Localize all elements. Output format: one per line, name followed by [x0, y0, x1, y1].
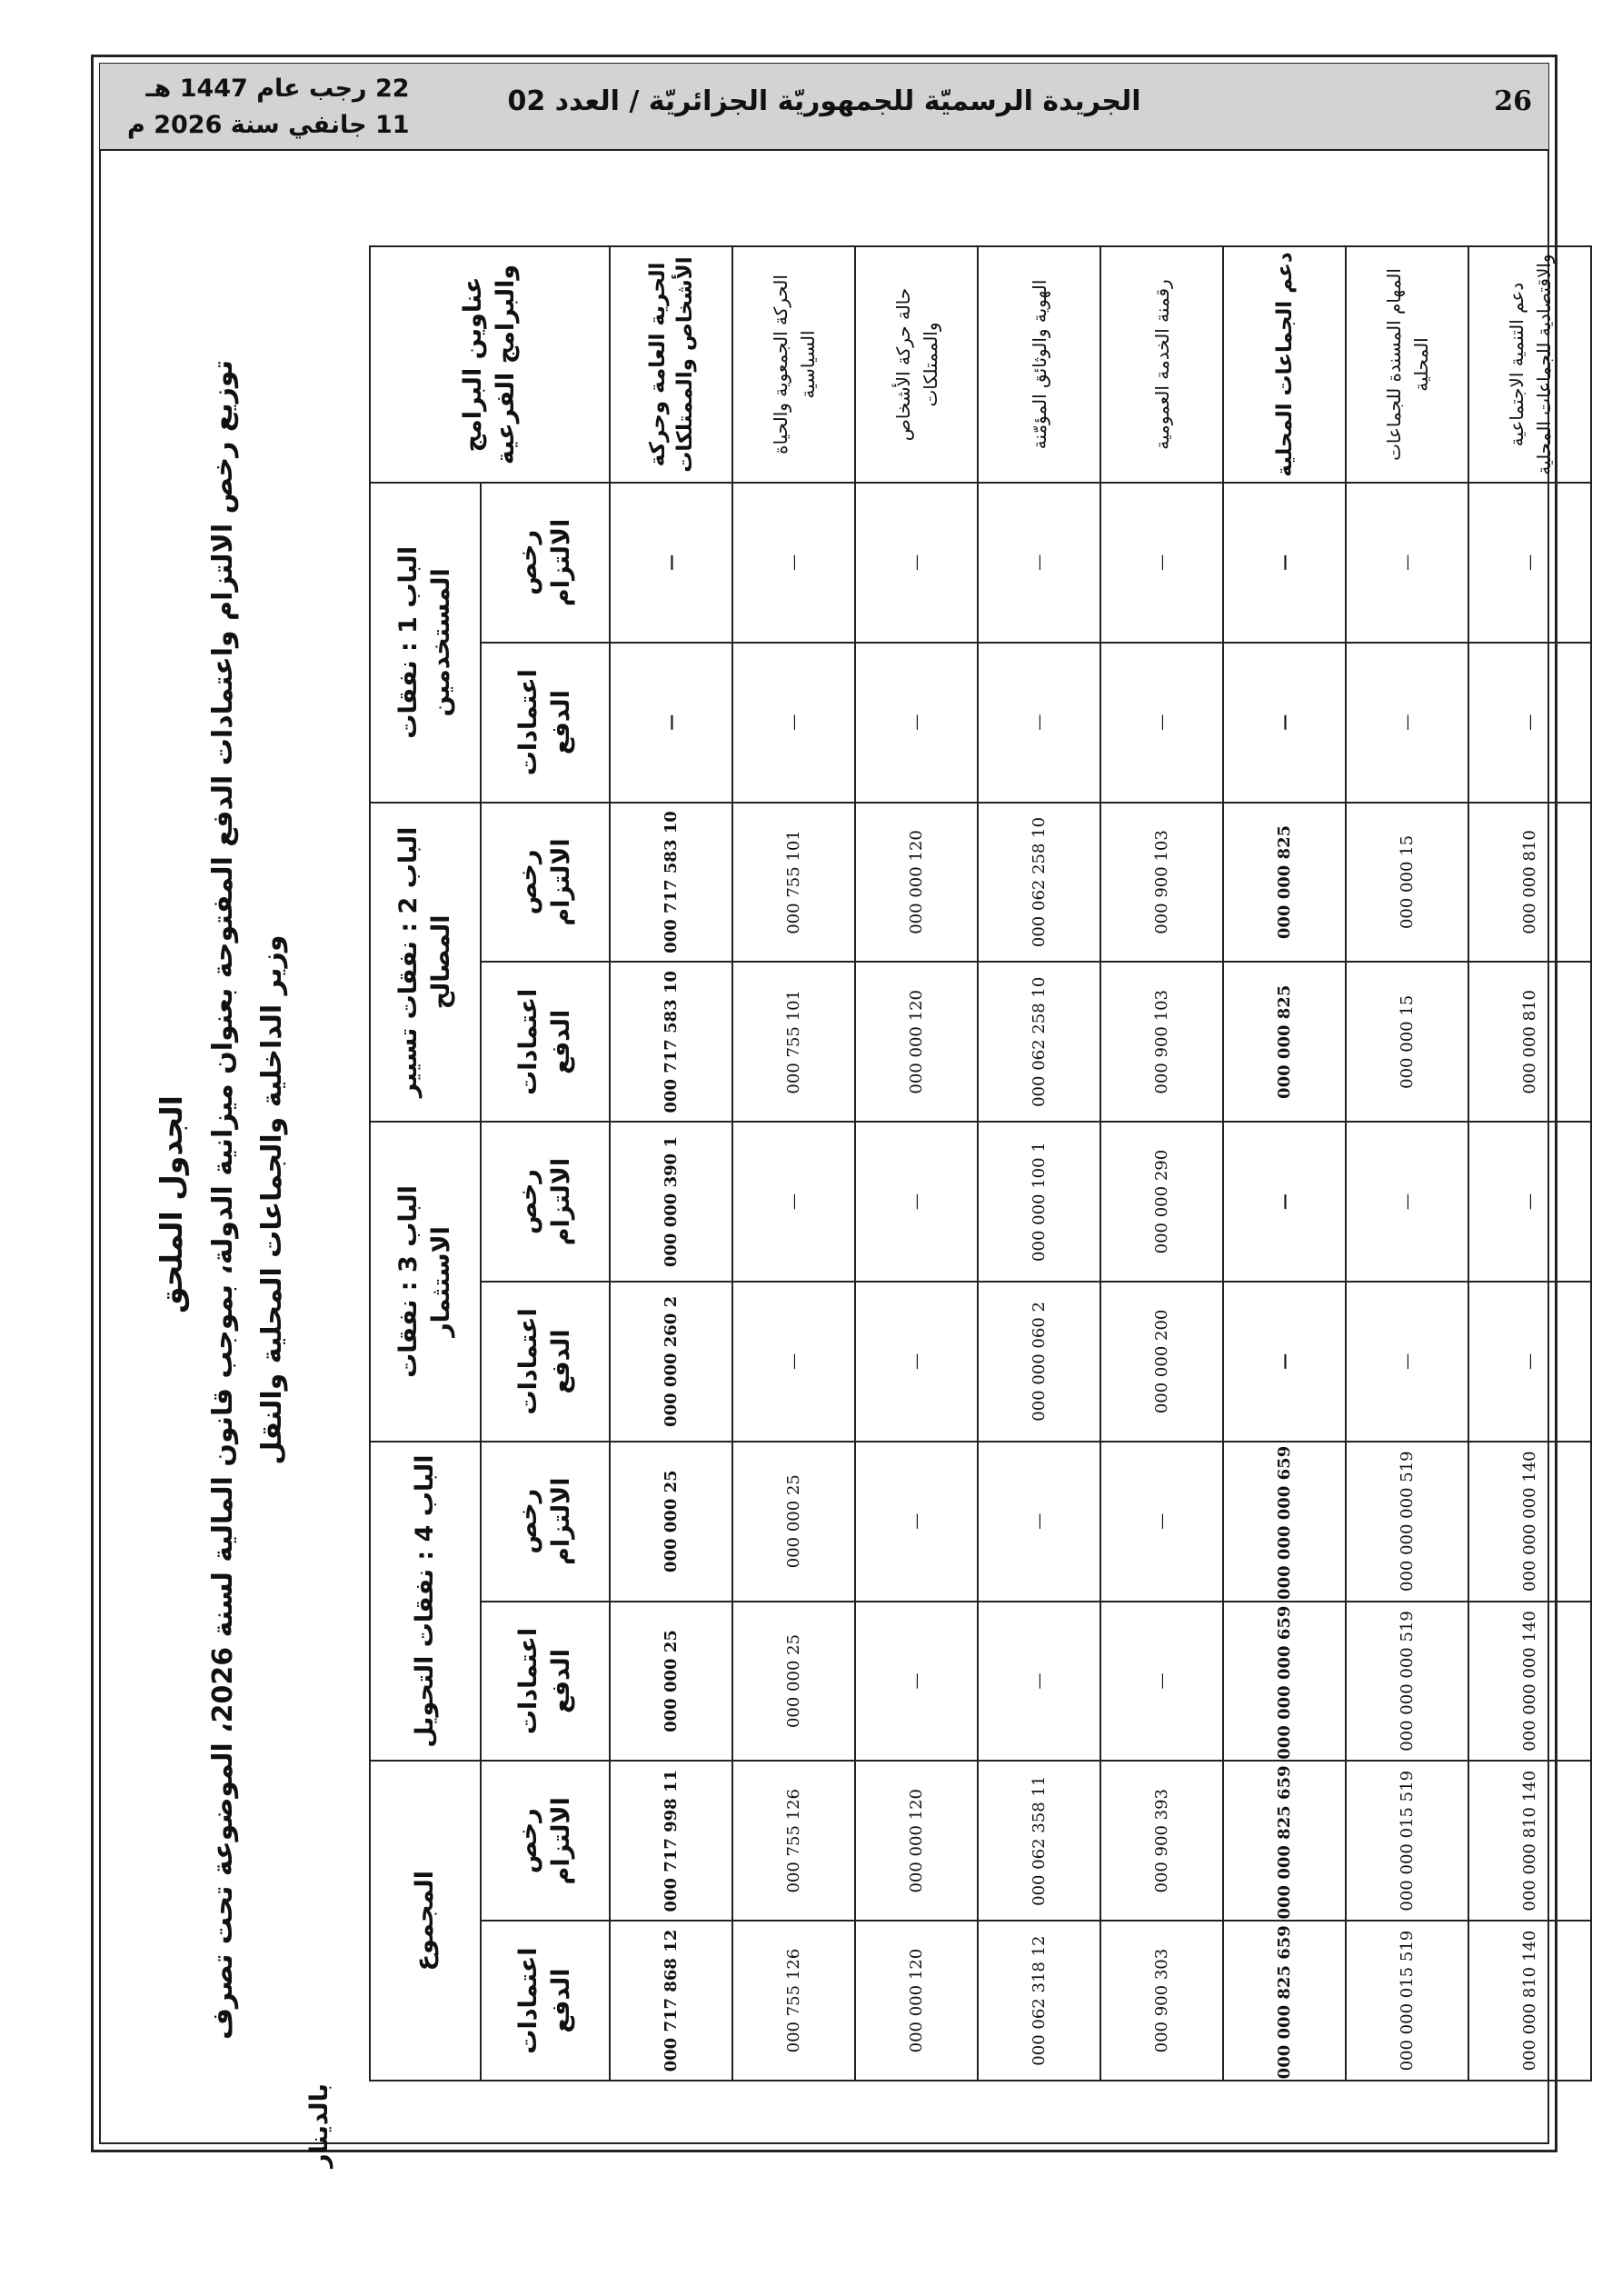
- header-payment: اعتمادات الدفع: [481, 643, 610, 803]
- commitment-value: 11 998 717 000: [610, 1761, 732, 1921]
- payment-value: —: [978, 1602, 1100, 1762]
- payment-value: —: [1346, 643, 1468, 803]
- commitment-value: 10 583 717 000: [610, 803, 732, 963]
- header-program: عناوين البرامج والبرامج الفرعية: [370, 246, 610, 483]
- payment-value: 303 900 000: [1100, 1921, 1223, 2081]
- header-commitment: رخص الالتزام: [481, 483, 610, 643]
- date-hijri: 22 رجب عام 1447 هـ: [145, 75, 410, 103]
- payment-value: 10 583 717 000: [610, 962, 732, 1122]
- commitment-value: 140 000 000 000: [1468, 1442, 1591, 1602]
- commitment-value: 393 900 000: [1100, 1761, 1223, 1921]
- annex-subtitle: توزيع رخص الالتزام واعتمادات الدفع المفتوحة بعنوان ميزانية الدولة، بموجب قانون المالية لسنة 2026، الموضوعة تحت تصرف وزير الداخلية والجماعات المحلية والنقل: [207, 360, 288, 2040]
- payment-value: 519 000 000 000: [1346, 1602, 1468, 1762]
- table-row: [1100, 246, 1223, 2081]
- commitment-value: 519 000 000 000: [1346, 1442, 1468, 1602]
- program-label: الحركة الجمعوية والحياة السياسية: [732, 246, 855, 483]
- commitment-value: 10 258 062 000: [978, 803, 1100, 963]
- commitment-value: —: [1346, 1122, 1468, 1282]
- commitment-value: —: [1468, 483, 1591, 643]
- header-group: الباب 2 : نفقات تسيير المصالح: [370, 803, 481, 1123]
- table-row: [1346, 246, 1468, 2081]
- commitment-value: —: [1223, 483, 1346, 643]
- commitment-value: 120 000 000: [855, 1761, 978, 1921]
- currency-unit: بالدينار: [305, 2083, 333, 2168]
- payment-value: 12 318 062 000: [978, 1921, 1100, 2081]
- payment-value: —: [732, 643, 855, 803]
- program-label: دعم التنمية الاجتماعية والاقتصادية للجماعات المحلية: [1468, 246, 1591, 483]
- payment-value: 12 868 717 000: [610, 1921, 732, 2081]
- program-label: حالة حركة الأشخاص والممتلكات: [855, 246, 978, 483]
- payment-value: 659 825 000 000: [1223, 1921, 1346, 2081]
- payment-value: —: [732, 1282, 855, 1442]
- commitment-value: —: [978, 1442, 1100, 1602]
- payment-value: 10 258 062 000: [978, 962, 1100, 1122]
- program-label: رقمنة الخدمة العمومية: [1100, 246, 1223, 483]
- header-payment: اعتمادات الدفع: [481, 1602, 610, 1762]
- payment-value: 120 000 000: [855, 1921, 978, 2081]
- payment-value: 2 060 000 000: [978, 1282, 1100, 1442]
- header-group: الباب 1 : نفقات المستخدمين: [370, 483, 481, 803]
- payment-value: 659 000 000 000: [1223, 1602, 1346, 1762]
- header-group: الباب 4 : نفقات التحويل: [370, 1442, 481, 1762]
- commitment-value: —: [1100, 483, 1223, 643]
- payment-value: 25 000 000: [610, 1602, 732, 1762]
- payment-value: 15 000 000: [1346, 962, 1468, 1122]
- header-payment: اعتمادات الدفع: [481, 1282, 610, 1442]
- commitment-value: —: [732, 1122, 855, 1282]
- payment-value: 810 000 000: [1468, 962, 1591, 1122]
- commitment-value: 120 000 000: [855, 803, 978, 963]
- payment-value: 140 000 000 000: [1468, 1602, 1591, 1762]
- commitment-value: —: [978, 483, 1100, 643]
- commitment-value: —: [1100, 1442, 1223, 1602]
- commitment-value: 1 390 000 000: [610, 1122, 732, 1282]
- program-label: دعم الجماعات المحلية: [1223, 246, 1346, 483]
- gazette-title: الجريدة الرسميّة للجمهوريّة الجزائريّة / العدد 02: [507, 85, 1141, 117]
- payment-value: 200 000 000: [1100, 1282, 1223, 1442]
- payment-value: —: [1346, 1282, 1468, 1442]
- table-row: [1468, 246, 1591, 2081]
- payment-value: —: [855, 1602, 978, 1762]
- gazette-header: [100, 64, 1548, 151]
- table-row: [855, 246, 978, 2081]
- program-label: المهام المسندة للجماعات المحلية: [1346, 246, 1468, 483]
- commitment-value: 103 900 000: [1100, 803, 1223, 963]
- table-row: [732, 246, 855, 2081]
- table-header-groups: [370, 246, 481, 2081]
- commitment-value: —: [610, 483, 732, 643]
- header-group: الباب 3 : نفقات الاستثمار: [370, 1122, 481, 1442]
- header-commitment: رخص الالتزام: [481, 803, 610, 963]
- annex-title: الجدول الملحق: [154, 1095, 189, 1314]
- payment-value: 103 900 000: [1100, 962, 1223, 1122]
- header-commitment: رخص الالتزام: [481, 1122, 610, 1282]
- header-payment: اعتمادات الدفع: [481, 1921, 610, 2081]
- page-number: 26: [1494, 85, 1532, 117]
- payment-value: 120 000 000: [855, 962, 978, 1122]
- payment-value: —: [1223, 1282, 1346, 1442]
- payment-value: —: [1223, 643, 1346, 803]
- commitment-value: 140 810 000 000: [1468, 1761, 1591, 1921]
- table-row: [978, 246, 1100, 2081]
- payment-value: 140 810 000 000: [1468, 1921, 1591, 2081]
- header-payment: اعتمادات الدفع: [481, 962, 610, 1122]
- payment-value: 25 000 000: [732, 1602, 855, 1762]
- budget-table: [369, 245, 1592, 2081]
- commitment-value: 1 100 000 000: [978, 1122, 1100, 1282]
- commitment-value: 659 000 000 000: [1223, 1442, 1346, 1602]
- payment-value: —: [1468, 1282, 1591, 1442]
- payment-value: —: [978, 643, 1100, 803]
- commitment-value: —: [1468, 1122, 1591, 1282]
- table-body: [610, 246, 1591, 2081]
- payment-value: —: [1100, 643, 1223, 803]
- payment-value: 126 755 000: [732, 1921, 855, 2081]
- commitment-value: 659 825 000 000: [1223, 1761, 1346, 1921]
- payment-value: 101 755 000: [732, 962, 855, 1122]
- commitment-value: 25 000 000: [610, 1442, 732, 1602]
- commitment-value: —: [855, 1442, 978, 1602]
- commitment-value: 810 000 000: [1468, 803, 1591, 963]
- commitment-value: 15 000 000: [1346, 803, 1468, 963]
- table-header-subcols: [481, 246, 610, 2081]
- commitment-value: —: [855, 483, 978, 643]
- header-commitment: رخص الالتزام: [481, 1442, 610, 1602]
- payment-value: —: [1100, 1602, 1223, 1762]
- commitment-value: 25 000 000: [732, 1442, 855, 1602]
- table-row: [610, 246, 732, 2081]
- commitment-value: 11 358 062 000: [978, 1761, 1100, 1921]
- commitment-value: 519 015 000 000: [1346, 1761, 1468, 1921]
- commitment-value: —: [1346, 483, 1468, 643]
- table-row: [1223, 246, 1346, 2081]
- payment-value: —: [1468, 643, 1591, 803]
- commitment-value: 101 755 000: [732, 803, 855, 963]
- commitment-value: 126 755 000: [732, 1761, 855, 1921]
- payment-value: 825 000 000: [1223, 962, 1346, 1122]
- date-gregorian: 11 جانفي سنة 2026 م: [127, 111, 410, 139]
- payment-value: —: [855, 1282, 978, 1442]
- commitment-value: —: [1223, 1122, 1346, 1282]
- commitment-value: 290 000 000: [1100, 1122, 1223, 1282]
- commitment-value: —: [855, 1122, 978, 1282]
- issue-date: [127, 71, 410, 144]
- program-label: الهوية والوثائق المؤمّنة: [978, 246, 1100, 483]
- header-group: المجموع: [370, 1761, 481, 2081]
- commitment-value: —: [732, 483, 855, 643]
- payment-value: 2 260 000 000: [610, 1282, 732, 1442]
- annex-content-rotated: [131, 209, 1555, 2200]
- payment-value: —: [610, 643, 732, 803]
- commitment-value: 825 000 000: [1223, 803, 1346, 963]
- payment-value: 519 015 000 000: [1346, 1921, 1468, 2081]
- header-commitment: رخص الالتزام: [481, 1761, 610, 1921]
- program-label: الحرية العامة وحركة الأشخاص والممتلكات: [610, 246, 732, 483]
- payment-value: —: [855, 643, 978, 803]
